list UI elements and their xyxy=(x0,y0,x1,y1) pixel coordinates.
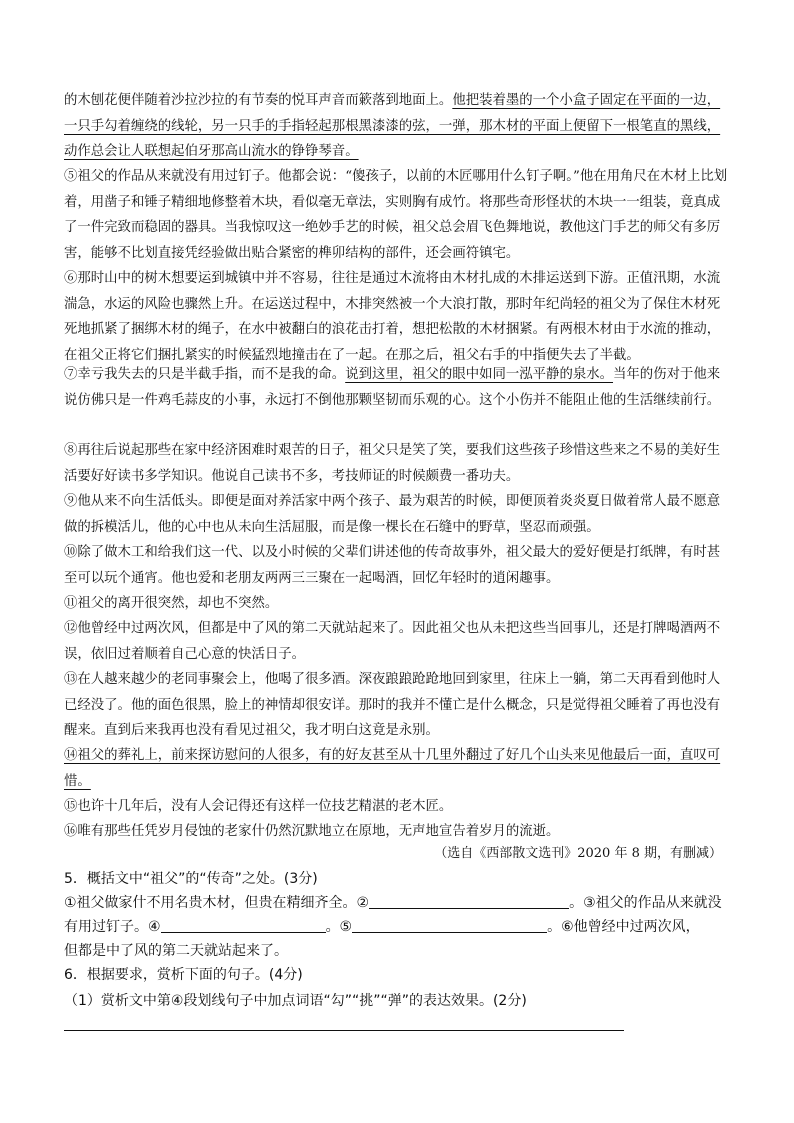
q6-answer-line[interactable] xyxy=(64,1030,624,1031)
source-citation: （选自《西部散文选刊》2020 年 8 期，有删减） xyxy=(434,846,722,861)
q5-answer-blank-2[interactable] xyxy=(369,894,569,909)
q5-answer-blank-4[interactable] xyxy=(161,918,326,933)
paragraph-11: ⑪祖父的离开很突然，却也不突然。 xyxy=(64,596,279,611)
q5-answer-6: 。⑥他曾经中过两次风， xyxy=(547,919,700,935)
paragraph-4-plain: 的木刨花便伴随着沙拉沙拉的有节奏的悦耳声音而簌落到地面上。 xyxy=(64,93,453,108)
question-6-title: 6．根据要求，赏析下面的句子。(4分) xyxy=(64,967,303,983)
paragraph-15: ⑮也许十几年后，没有人会记得还有这样一位技艺精湛的老木匠。 xyxy=(64,799,453,814)
question-6-part-1: （1）赏析文中第④段划线句子中加点词语“勾”“挑”“弹”的表达效果。(2分) xyxy=(64,993,527,1009)
paragraph-9: ⑨他从来不向生活低头。即便是面对养活家中两个孩子、最为艰苦的时候，即便顶着炎炎夏日做着常人最不愿意做的拆模活儿，他的心中也从未向生活屈服，而是像一棵长在石缝中的野草，坚忍而顽强。 xyxy=(64,494,721,535)
q5-line-2-prefix: 有用过钉子。④ xyxy=(64,919,161,935)
paragraph-4-underlined-sentence: 他把装着墨的一个小盒子固定在平面的一边，一只手勾着缠绕的线轮，另一只手的手指轻起那根黑漆漆的弦，一弹，那木材的平面上便留下一根笔直的黑线，动作总会让人联想起伯牙那高山流水的铮铮琴音。 xyxy=(64,93,721,159)
question-5-line-2 xyxy=(64,914,734,940)
paragraph-12: ⑫他曾经中过两次风，但都是中了风的第二天就站起来了。因此祖父也从未把这些当回事儿，还是打牌喝酒两不误，依旧过着顺着自己心意的快活日子。 xyxy=(64,621,721,662)
paragraph-8: ⑧再往后说起那些在家中经济困难时艰苦的日子，祖父只是笑了笑，要我们这些孩子珍惜这些来之不易的美好生活要好好读书多学知识。他说自己读书不多，考技师证的时候颇费一番功夫。 xyxy=(64,443,721,484)
paragraph-4-end xyxy=(64,88,732,165)
paragraph-7-quote: ⑦幸亏我失去的只是半截手指，而不是我的命。 xyxy=(64,367,346,382)
paragraph-7-rest: 当年的伤对于他来说仿佛只是一件鸡毛蒜皮的小事，永远打不倒他那颗坚韧而乐观的心。这个小伤并不能阻止他的生活继续前行。 xyxy=(64,367,721,408)
paragraph-7-underlined-sentence: 说到这里，祖父的眼中如同一泓平静的泉水。 xyxy=(345,367,614,382)
question-5-line-1 xyxy=(64,890,734,916)
paragraph-13: ⑬在人越来越少的老同事聚会上，他喝了很多酒。深夜踉踉跄跄地回到家里，往床上一躺，第二天再看到他时人已经没了。他的面色很黑，脸上的神情却很安详。那时的我并不懂亡是什么概念，只是觉得祖父睡着了再也没有醒来。直到后来我再也没有看见过祖父，我才明白这竟是永别。 xyxy=(64,672,721,738)
paragraph-16: ⑯唯有那些任凭岁月侵蚀的老家什仍然沉默地立在原地，无声地宣告着岁月的流逝。 xyxy=(64,824,560,839)
paragraph-5: ⑤祖父的作品从来就没有用过钉子。他都会说：“傻孩子，以前的木匠哪用什么钉子啊。”他在用角尺在木材上比划着，用凿子和锤子精细地修整着木块，看似毫无章法，实则胸有成竹。将那些奇形怪状的木块一一组装，竟真成了一件完致而稳固的器具。当我惊叹这一绝妙手艺的时候，祖父总会眉飞色舞地说，教他这门手艺的师父有多厉害，能够不比划直接凭经验做出贴合紧密的榫卯结构的部件，还会画符镇宅。 xyxy=(64,169,728,261)
q5-answer-1-prefix: ①祖父做家什不用名贵木材，但贵在精细齐全。② xyxy=(64,895,370,911)
paragraph-7 xyxy=(64,362,732,413)
q5-answer-3: 。③祖父的作品从来就没 xyxy=(569,895,722,911)
paragraph-6: ⑥那时山中的树木想要运到城镇中并不容易，往往是通过木流将由木材扎成的木排运送到下游。正值汛期，水流湍急，水运的风险也骤然上升。在运送过程中，木排突然被一个大浪打散，那时年纪尚轻的祖父为了保住木材死死地抓紧了捆绑木材的绳子，在水中被翻白的浪花击打着，想把松散的木材捆紧。有两根木材由于水流的推动，在祖父正将它们捆扎紧实的时候猛烈地撞击在了一起。在那之后，祖父右手的中指便失去了半截。 xyxy=(64,271,721,363)
question-5-title: 5．概括文中“祖父”的“传奇”之处。(3分) xyxy=(64,871,318,887)
paragraph-10: ⑩除了做木工和给我们这一代、以及小时候的父辈们讲述他的传奇故事外，祖父最大的爱好便是打纸牌，有时甚至可以玩个通宵。他也爱和老朋友两两三三聚在一起喝酒，回忆年轻时的逍闲趣事。 xyxy=(64,545,721,586)
question-5-line-3: 但都是中了风的第二天就站起来了。 xyxy=(64,943,288,959)
paragraph-14: ⑭祖父的葬礼上，前来探访慰问的人很多，有的好友甚至从十几里外翻过了好几个山头来见他最后一面，直叹可惜。 xyxy=(64,748,721,789)
q5-answer-blank-5[interactable] xyxy=(352,918,547,933)
q5-number-5: 。⑤ xyxy=(325,919,353,935)
